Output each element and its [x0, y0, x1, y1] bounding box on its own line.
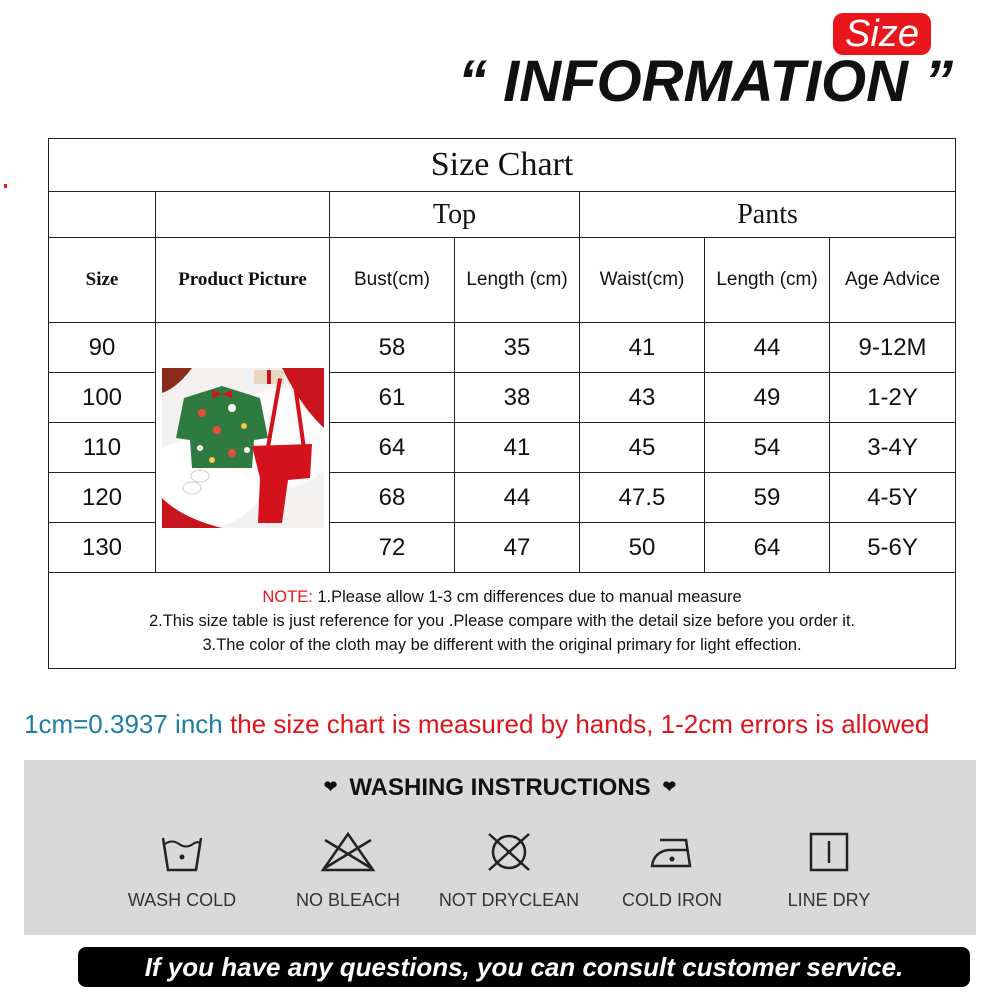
pants-length-cell: 64: [705, 523, 830, 573]
line-dry-label: LINE DRY: [787, 890, 871, 910]
line-dry-item: [744, 830, 914, 925]
column-header-size: Size: [49, 238, 156, 323]
size-cell: 100: [49, 373, 156, 423]
note-line-3: 3.The color of the cloth may be different with the original primary for light effection.: [202, 635, 802, 654]
washing-heading: [24, 772, 976, 804]
waist-cell: 41: [580, 323, 705, 373]
bust-cell: 72: [330, 523, 455, 573]
pants-length-cell: 59: [705, 473, 830, 523]
size-chart-table: [48, 138, 956, 669]
size-cell: 120: [49, 473, 156, 523]
age-cell: 1-2Y: [830, 373, 956, 423]
wash-cold-label: WASH COLD: [127, 890, 237, 910]
wash-cold-icon: [160, 830, 204, 874]
line-dry-icon: [807, 830, 851, 874]
waist-cell: 43: [580, 373, 705, 423]
size-chart-title: Size Chart: [49, 139, 956, 192]
no-bleach-item: [263, 830, 433, 925]
top-group-header: Top: [330, 192, 580, 238]
column-header-bust: Bust(cm): [330, 238, 455, 323]
waist-cell: 47.5: [580, 473, 705, 523]
waist-cell: 50: [580, 523, 705, 573]
age-cell: 3-4Y: [830, 423, 956, 473]
bust-cell: 61: [330, 373, 455, 423]
wash-cold-item: [97, 830, 267, 925]
information-title: “ INFORMATION ”: [458, 49, 954, 114]
age-cell: 9-12M: [830, 323, 956, 373]
washing-heading-text: WASHING INSTRUCTIONS: [349, 774, 651, 801]
top-length-cell: 38: [455, 373, 580, 423]
product-picture: [162, 368, 324, 528]
not-dryclean-label: NOT DRYCLEAN: [438, 890, 580, 910]
empty-cell: [49, 192, 156, 238]
top-length-cell: 35: [455, 323, 580, 373]
column-header-product-picture: Product Picture: [156, 238, 330, 323]
age-cell: 4-5Y: [830, 473, 956, 523]
pants-group-header: Pants: [580, 192, 956, 238]
not-dryclean-item: [424, 830, 594, 925]
stray-red-mark: [4, 184, 7, 188]
cold-iron-label: COLD IRON: [621, 890, 722, 910]
cold-iron-item: [587, 830, 757, 925]
top-length-cell: 41: [455, 423, 580, 473]
no-bleach-label: NO BLEACH: [295, 890, 401, 910]
column-header-top-length: Length (cm): [455, 238, 580, 323]
product-picture-cell: [156, 323, 330, 573]
empty-cell: [156, 192, 330, 238]
size-cell: 90: [49, 323, 156, 373]
column-header-age-advice: Age Advice: [830, 238, 956, 323]
customer-service-banner: If you have any questions, you can consult customer service.: [78, 947, 970, 987]
heart-icon: ❤: [662, 779, 677, 796]
pants-length-cell: 54: [705, 423, 830, 473]
size-cell: 110: [49, 423, 156, 473]
bust-cell: 58: [330, 323, 455, 373]
top-length-cell: 44: [455, 473, 580, 523]
waist-cell: 45: [580, 423, 705, 473]
note-label: NOTE:: [262, 587, 313, 606]
note-line-2: 2.This size table is just reference for you .Please compare with the detail size before you order it.: [148, 611, 856, 630]
heart-icon: ❤: [323, 779, 338, 796]
table-row: [49, 323, 956, 373]
pants-length-cell: 44: [705, 323, 830, 373]
washing-instructions-panel: [24, 760, 976, 935]
top-length-cell: 47: [455, 523, 580, 573]
pants-length-cell: 49: [705, 373, 830, 423]
bust-cell: 68: [330, 473, 455, 523]
age-cell: 5-6Y: [830, 523, 956, 573]
no-dryclean-icon: [483, 830, 535, 874]
size-cell: 130: [49, 523, 156, 573]
column-header-waist: Waist(cm): [580, 238, 705, 323]
column-header-pants-length: Length (cm): [705, 238, 830, 323]
cold-iron-icon: [646, 830, 698, 874]
unit-conversion-line: [24, 706, 984, 742]
note-line-1: 1.Please allow 1-3 cm differences due to manual measure: [312, 587, 742, 606]
size-badge: Size: [833, 13, 931, 55]
measurement-error-note: the size chart is measured by hands, 1-2cm errors is allowed: [222, 709, 930, 739]
no-bleach-icon: [319, 830, 377, 874]
cm-to-inch-text: 1cm=0.3937 inch: [24, 709, 223, 739]
bust-cell: 64: [330, 423, 455, 473]
size-chart-note: [49, 573, 956, 669]
